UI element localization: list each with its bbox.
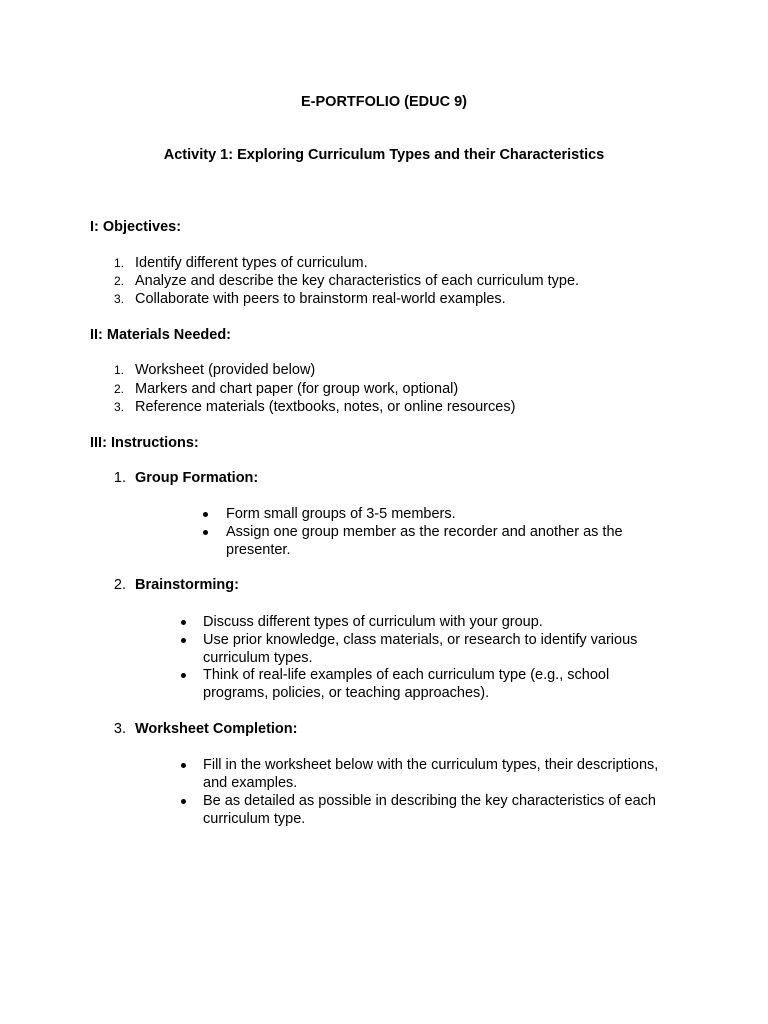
materials-heading: II: Materials Needed: [90, 327, 232, 343]
step-title-group-formation: Group Formation: [135, 470, 259, 486]
document-title: E-PORTFOLIO (EDUC 9) [301, 94, 467, 110]
step-bullet-text: Use prior knowledge, class materials, or research to identify various [203, 632, 638, 648]
step-bullet-text-continued: curriculum type. [203, 811, 306, 827]
step-bullet-text-continued: and examples. [203, 775, 298, 791]
objective-number: 1. [113, 256, 124, 270]
step-title-brainstorming: Brainstorming: [135, 577, 239, 593]
step-bullet-text: Be as detailed as possible in describing the key characteristics of each [203, 793, 656, 809]
objective-number: 3. [113, 292, 124, 306]
objective-item: Analyze and describe the key characteristics of each curriculum type. [135, 273, 580, 289]
step-number: 2. [113, 577, 126, 593]
step-number: 3. [113, 721, 126, 737]
bullet-icon [181, 638, 186, 643]
material-item: Worksheet (provided below) [135, 362, 316, 378]
instructions-heading: III: Instructions: [90, 435, 199, 451]
step-title-worksheet-completion: Worksheet Completion: [135, 721, 298, 737]
material-number: 1. [113, 363, 124, 377]
objective-number: 2. [113, 274, 124, 288]
document-subtitle: Activity 1: Exploring Curriculum Types and their Characteristics [163, 147, 605, 163]
step-bullet-text: Fill in the worksheet below with the curriculum types, their descriptions, [203, 757, 659, 773]
step-bullet-text: Discuss different types of curriculum with your group. [203, 614, 543, 630]
bullet-icon [181, 620, 186, 625]
material-number: 2. [113, 382, 124, 396]
step-bullet-text: Form small groups of 3-5 members. [226, 506, 456, 522]
step-bullet-text-continued: programs, policies, or teaching approaches). [203, 685, 490, 701]
material-number: 3. [113, 400, 124, 414]
bullet-icon [181, 673, 186, 678]
step-bullet-text-continued: presenter. [226, 542, 291, 558]
bullet-icon [203, 530, 208, 535]
bullet-icon [181, 763, 186, 768]
objective-item: Collaborate with peers to brainstorm real-world examples. [135, 291, 506, 307]
bullet-icon [181, 799, 186, 804]
material-item: Reference materials (textbooks, notes, or online resources) [135, 399, 516, 415]
objectives-heading: I: Objectives: [90, 219, 182, 235]
step-number: 1. [113, 470, 126, 486]
material-item: Markers and chart paper (for group work, optional) [135, 381, 459, 397]
objective-item: Identify different types of curriculum. [135, 255, 368, 271]
step-bullet-text: Assign one group member as the recorder and another as the [226, 524, 623, 540]
bullet-icon [203, 512, 208, 517]
step-bullet-text-continued: curriculum types. [203, 650, 313, 666]
step-bullet-text: Think of real-life examples of each curriculum type (e.g., school [203, 667, 610, 683]
